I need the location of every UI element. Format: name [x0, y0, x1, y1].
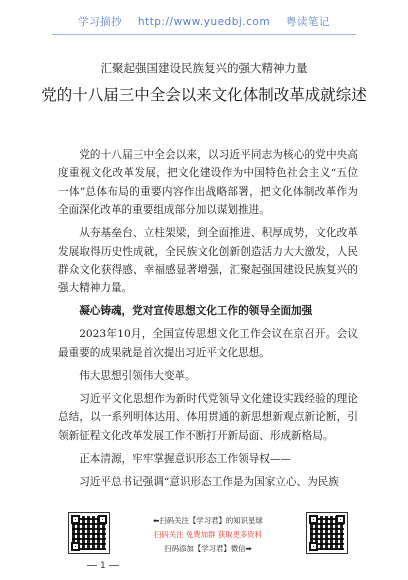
- header-divider: [52, 34, 356, 35]
- paragraph: 伟大思想引领伟大变革。: [79, 369, 196, 382]
- paragraph: 习近平文化思想作为新时代党领导文化建设实践经验的理论总结，以一系列明体达用、体用贯通的新思想新观点新论断，引领新征程文化改革发展工作不断打开新局面、形成新格局。: [58, 392, 358, 442]
- page-number: 1: [84, 561, 122, 571]
- header-left-label: 学习摘抄: [78, 16, 123, 28]
- footer-line-1: ⬅扫码关注【学习君】的知识星球: [153, 516, 263, 525]
- article-title: 党的十八届三中全会以来文化体制改革成就综述: [41, 86, 367, 104]
- paragraph: 党的十八届三中全会以来，以习近平同志为核心的党中央高度重视文化改革发展，把文化建设作为中国特色社会主义“五位一体”总体布局的重要内容作出战略部署，把文化体制改革作为全面深化改革的重要组成部分加以谋划推进。: [58, 149, 358, 217]
- footer-promo: [118, 514, 298, 556]
- header-right-label: 粤读笔记: [285, 16, 330, 28]
- paragraph: 从夯基垒台、立柱架梁，到全面推进、积厚成势，文化改革发展取得历史性成就，全民族文化创新创造活力大大激发，人民群众文化获得感、幸福感显著增强，汇聚起强国建设民族复兴的强大精神力量。: [58, 227, 358, 295]
- article-body: [58, 146, 358, 496]
- page-header: [0, 14, 408, 29]
- paragraph: 习近平总书记强调“意识形态工作是为国家立心、为民族: [79, 475, 339, 488]
- section-heading: 凝心铸魂，党对宣传思想文化工作的领导全面加强: [79, 305, 313, 318]
- qr-code-left-icon[interactable]: [68, 512, 110, 554]
- article-subtitle: 汇聚起强国建设民族复兴的强大精神力量: [100, 61, 308, 75]
- footer-line-3: 扫码添加【学习君】微信➡: [164, 544, 252, 553]
- paragraph: 正本清源，牢牢掌握意识形态工作领导权——: [79, 452, 292, 465]
- header-url-link[interactable]: http://www.yuedbj.com: [137, 16, 271, 28]
- footer-line-2: 扫码关注 免费加群 获取更多资料: [153, 530, 263, 539]
- qr-code-right-icon[interactable]: [306, 512, 348, 554]
- paragraph: 2023年10月，全国宣传思想文化工作会议在京召开。会议最重要的成果就是首次提出习近平文化思想。: [58, 328, 358, 359]
